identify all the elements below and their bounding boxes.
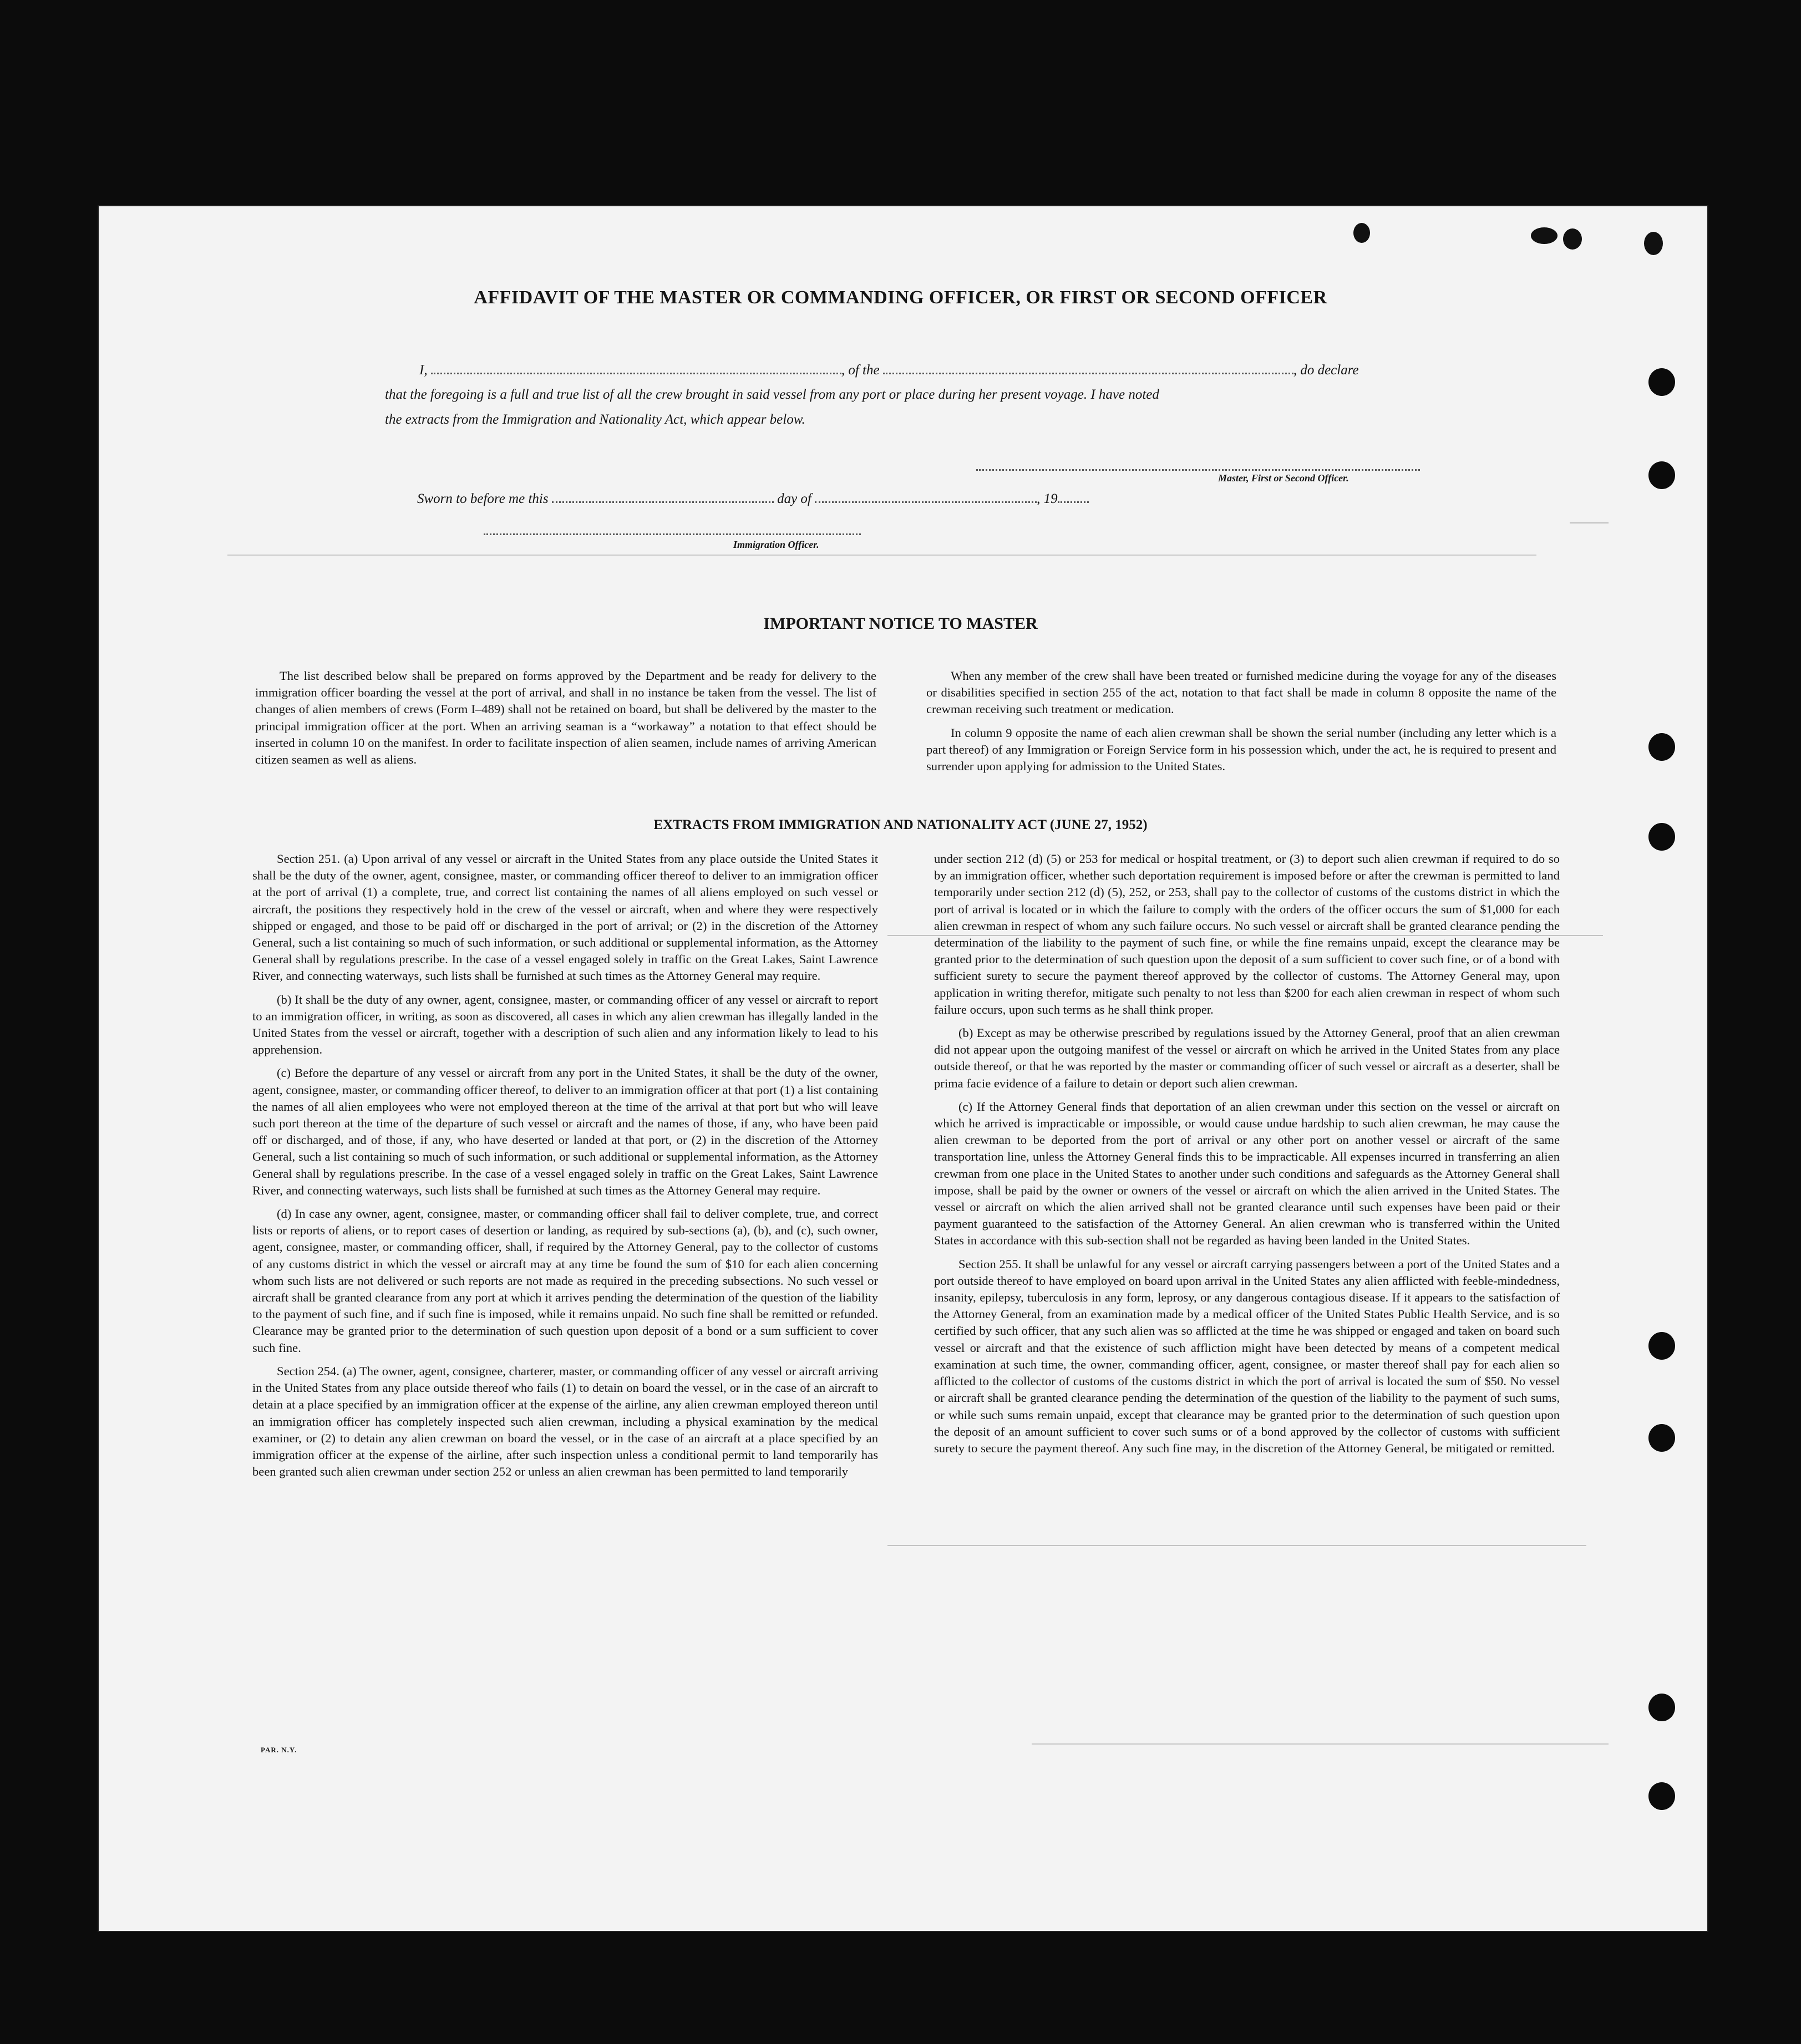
ink-smudge — [1563, 228, 1582, 250]
section-254a: Section 254. (a) The owner, agent, consignee, charterer, master, or commanding officer of any vessel or aircraft arriving in the United States from any place outside thereof who fails (1) to detain on board the vessel, or in the case of an aircraft to detain at a place specified by an immigration officer at the expense of the airline, any alien crewman employed thereon until an immigration officer has completely inspected such alien crewman, including a physical examination by the medical examiner, or (2) to detain any alien crewman on board the vessel, or in the case of an aircraft at a place specified by an immigration officer at the expense of the airline, after such inspection unless a conditional permit to land temporarily has been granted such alien crewman under section 252 or unless an alien crewman has been permitted to land temporarily — [252, 1364, 878, 1479]
notice-left-paragraph: The list described below shall be prepared on forms approved by the Department and be ready for delivery to the immigration officer boarding the vessel at the port of arrival, and shall in no instance be taken from the vessel. The list of changes of alien members of crews (Form I–489) shall not be retained on board, but shall be delivered by the master to the principal immigration officer at the port. When an arriving seaman is a “workaway” a notation to that effect should be inserted in column 10 on the manifest. In order to facilitate inspection of alien seamen, include names of arriving American citizen seamen as well as aliens. — [255, 669, 876, 767]
year-label: , 19 — [1037, 491, 1058, 506]
binder-hole — [1648, 1332, 1675, 1360]
section-251a: Section 251. (a) Upon arrival of any vessel or aircraft in the United States from any place outside the United States it shall be the duty of the owner, agent, consignee, master, or commanding officer thereof to deliver to an immigration officer at the port of arrival (1) a complete, true, and correct list containing the names of all aliens employed on such vessel or aircraft, the positions they respectively hold in the crew of the vessel or aircraft, when and where they were respectively shipped or engaged, and those to be paid off or discharged in the port of arrival; or (2) in the discretion of the Attorney General, such a list containing so much of such information, or such additional or supplemental information, as the Attorney General shall by regulations prescribe. In the case of a vessel engaged solely in traffic on the Great Lakes, Saint Lawrence River, and connecting waterways, such lists shall be furnished at such times as the Attorney General may require. — [252, 852, 878, 983]
master-signature-line[interactable] — [976, 469, 1420, 471]
sworn-label: Sworn to before me this — [417, 491, 549, 506]
ink-smudge — [1353, 223, 1370, 243]
binder-hole — [1648, 733, 1675, 761]
notice-right-paragraph-1: When any member of the crew shall have been treated or furnished medicine during the voyage for any of the diseases or disabilities specified in section 255 of the act, notation to that fact shall be made in column 8 opposite the name of the crewman receiving such treatment or medication. — [926, 669, 1556, 716]
notice-right-column — [926, 668, 1556, 781]
sworn-day-field[interactable] — [552, 490, 774, 503]
of-the-label: , of the — [841, 363, 880, 378]
fold-line — [887, 1545, 1586, 1546]
sworn-month-field[interactable] — [815, 490, 1037, 503]
section-254b: (b) Except as may be otherwise prescribed by regulations issued by the Attorney General, proof that an alien crewman did not appear upon the outgoing manifest of the vessel or aircraft on which he arrived in the United States from any place outside thereof, or that he was reported by the master or commanding officer of such vessel or aircraft as a deserter, shall be prima facie evidence of a failure to detain or deport such alien crewman. — [934, 1026, 1560, 1090]
binder-hole — [1648, 1424, 1675, 1452]
binder-hole — [1648, 461, 1675, 489]
binder-hole — [1648, 368, 1675, 396]
affidavit-title: AFFIDAVIT OF THE MASTER OR COMMANDING OFFICER, OR FIRST OR SECOND OFFICER — [474, 287, 1327, 308]
ink-smudge — [1644, 232, 1663, 255]
extracts-left-column — [252, 851, 878, 1487]
section-255: Section 255. It shall be unlawful for any vessel or aircraft carrying passengers between a port of the United States and a port outside thereof to have employed on board upon arrival in the United States any alien afflicted with feeble-mindedness, insanity, epilepsy, tuberculosis in any form, leprosy, or any dangerous contagious disease. If it appears to the satisfaction of the Attorney General, from an examination made by a medical officer of the United States Public Health Service, and is so certified by such officer, that any such alien was so afflicted at the time he was shipped or engaged and taken on board such vessel or aircraft and that the existence of such affliction might have been detected by means of a competent medical examination at such time, the owner, commanding officer, agent, consignee, or master thereof shall pay for each alien so afflicted to the collector of customs of the customs district in which the port of arrival is located the sum of $50. No vessel or aircraft shall be granted clearance pending the determination of the question of the liability to the payment of such sums, or while such sums remain unpaid, except that clearance may be granted prior to the determination of such question upon the deposit of an amount sufficient to cover such sums or of a bond approved by the collector of customs with sufficient surety to secure the payment thereof. Any such fine may, in the discretion of the Attorney General, be mitigated or remitted. — [934, 1257, 1560, 1455]
fold-line — [227, 555, 1536, 556]
section-254c: (c) If the Attorney General finds that deportation of an alien crewman under this section on the vessel or aircraft on which he arrived is impracticable or impossible, or would cause undue hardship to such alien crewman, he may cause the alien crewman to be deported from the port of arrival or any other port on another vessel or aircraft of the same transportation line, unless the Attorney General finds this to be impracticable. All expenses incurred in transferring an alien crewman from one place in the United States to another under such conditions and safeguards as the Attorney General shall impose, shall be paid by the owner or owners of the vessel or aircraft on which the alien arrived in the United States. The vessel or aircraft on which the alien arrived shall not be granted clearance until such expenses have been paid or their payment guaranteed to the satisfaction of the Attorney General. An alien crewman who is transferred within the United States in accordance with this sub-section shall not be regarded as having been landed in the United States. — [934, 1099, 1560, 1248]
section-251d: (d) In case any owner, agent, consignee, master, or commanding officer shall fail to deliver complete, true, and correct lists or reports of aliens, or to report cases of desertion or landing, as required by sub-sections (a), (b), and (c), such owner, agent, consignee, master, or commanding officer, shall, if required by the Attorney General, pay to the collector of customs of any customs district in which the vessel or aircraft may at any time be found the sum of $10 for each alien concerning whom such lists are not delivered or such reports are not made as required in the preceding subsections. No such vessel or aircraft shall be granted clearance from any port at which it arrives pending the determination of the question of the liability to the payment of such fine, and if such fine is imposed, while it remains unpaid. No such fine shall be remitted or refunded. Clearance may be granted prior to the determination of such question upon deposit of a bond or a sum sufficient to cover such fine. — [252, 1207, 878, 1355]
affidavit-line-1 — [419, 362, 1359, 378]
name-field[interactable] — [431, 362, 841, 374]
i-label: I, — [419, 363, 428, 378]
fold-line — [1032, 1743, 1609, 1745]
notice-left-column — [255, 668, 876, 775]
section-254a-continued: under section 212 (d) (5) or 253 for medical or hospital treatment, or (3) to deport such alien crewman if required to do so by an immigration officer, whether such deportation requirement is imposed before or after the crewman is permitted to land temporarily under section 212 (d) (5), 252, or 253, shall pay to the collector of customs of the customs district in which the port of arrival is located or in which the failure to comply with the orders of the officer occurs the sum of $1,000 for each alien crewman in respect of whom any such failure occurs. No such vessel or aircraft shall be granted clearance pending the determination of the liability to the payment of such fine, or while the fine remains unpaid, except the clearance may be granted prior to the determination of such question upon the deposit of a sum sufficient to cover such fine, or of a bond with sufficient surety to secure the payment thereof approved by the collector of customs. The Attorney General may, upon application in writing therefor, mitigate such penalty to not less than $200 for each alien crewman in respect of whom such failure occurs, upon such terms as he shall think proper. — [934, 852, 1560, 1016]
ink-smudge — [1531, 227, 1558, 244]
fold-line — [1570, 522, 1609, 523]
sworn-line — [417, 490, 1089, 507]
extracts-right-column — [934, 851, 1560, 1463]
do-declare-label: , do declare — [1293, 363, 1359, 378]
notice-title: IMPORTANT NOTICE TO MASTER — [763, 614, 1038, 633]
immigration-officer-label: Immigration Officer. — [733, 539, 819, 550]
section-251c: (c) Before the departure of any vessel or aircraft from any port in the United States, it shall be the duty of the owner, agent, consignee, master, or commanding officer thereof, to deliver to an immigration officer at that port (1) a list containing the names of all alien employees who were not employed thereon at the time of the arrival at that port but who will leave such port thereon at the time of the departure of such vessel or aircraft and the names of those, if any, who have been paid off or discharged, and of those, if any, who have deserted or landed at that port, or (2) in the discretion of the Attorney General, such a list containing so much of such information, or such additional or supplemental information, as the Attorney General shall by regulations prescribe. In the case of a vessel engaged solely in traffic on the Great Lakes, Saint Lawrence River, and connecting waterways, such lists shall be furnished at such times as the Attorney General may require. — [252, 1066, 878, 1197]
day-of-label: day of — [777, 491, 811, 506]
declaration-line-1: that the foregoing is a full and true list of all the crew brought in said vessel from any port or place during her present voyage. I have noted — [385, 387, 1159, 402]
sworn-year-field[interactable] — [1058, 490, 1089, 503]
binder-hole — [1648, 1694, 1675, 1721]
immigration-officer-signature-line[interactable] — [484, 533, 861, 535]
vessel-field[interactable] — [883, 362, 1293, 374]
declaration-line-2: the extracts from the Immigration and Nationality Act, which appear below. — [385, 412, 805, 427]
binder-hole — [1648, 1782, 1675, 1810]
extracts-title: EXTRACTS FROM IMMIGRATION AND NATIONALITY ACT (JUNE 27, 1952) — [653, 817, 1148, 832]
notice-right-paragraph-2: In column 9 opposite the name of each alien crewman shall be shown the serial number (including any letter which is a part thereof) of any Immigration or Foreign Service form in his possession which, under the act, he is required to present and surrender upon applying for admission to the United States. — [926, 725, 1556, 774]
section-251b: (b) It shall be the duty of any owner, agent, consignee, master, or commanding officer of any vessel or aircraft to report to an immigration officer, in writing, as soon as discovered, all cases in which any alien crewman has illegally landed in the United States from the vessel or aircraft, together with a description of such alien and any information likely to lead to his apprehension. — [252, 992, 878, 1057]
printer-code: PAR. N.Y. — [261, 1746, 297, 1754]
master-signature-label: Master, First or Second Officer. — [1218, 472, 1349, 484]
